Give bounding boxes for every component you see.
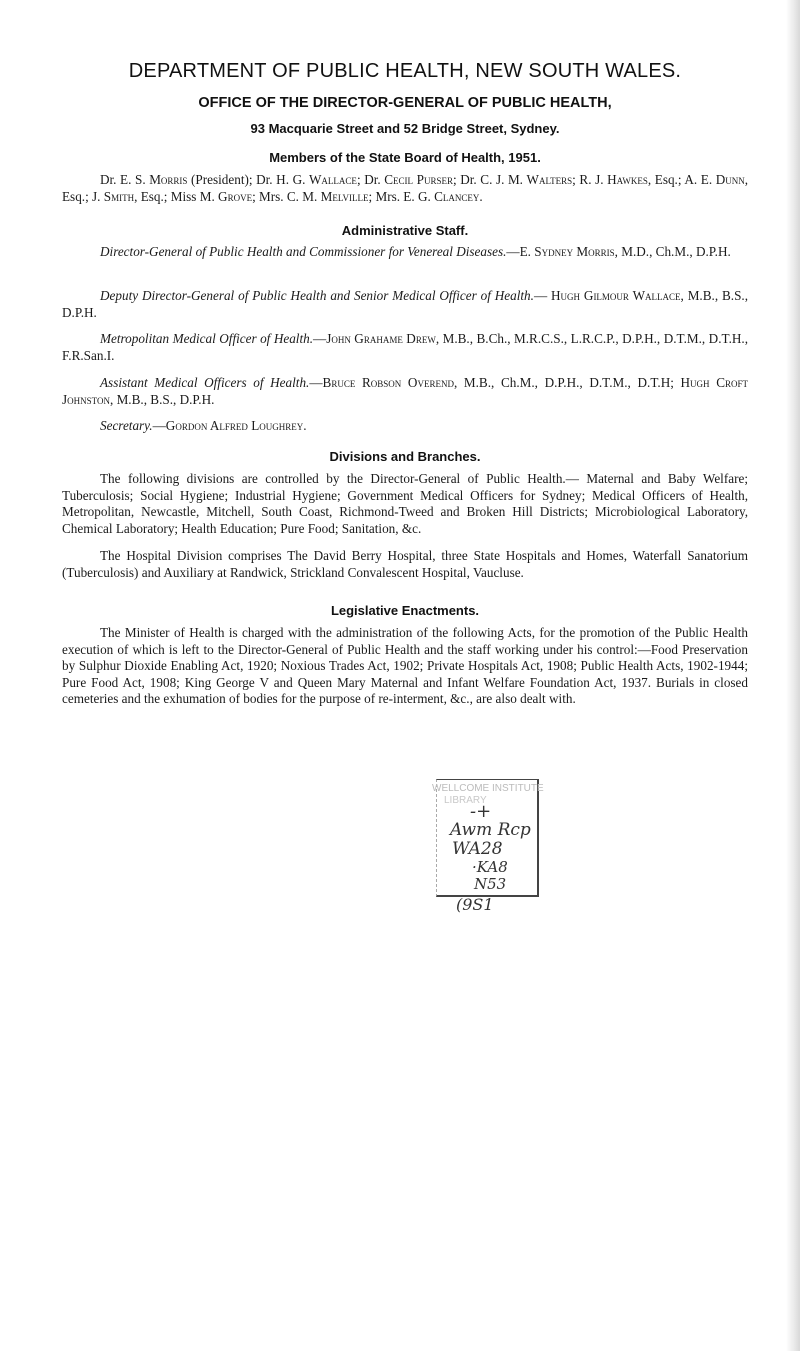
member-name: Wallace bbox=[308, 172, 357, 187]
person-name: Bruce Robson Overend bbox=[322, 375, 454, 390]
staff-entry-assistants bbox=[62, 375, 748, 408]
member-title: Dr. E. S. bbox=[100, 172, 150, 187]
staff-entry-metropolitan bbox=[62, 331, 748, 364]
member-suffix: , Esq.; bbox=[647, 172, 685, 187]
member-name: Grove bbox=[218, 188, 253, 204]
qualifications: , M.D., Ch.M., D.P.H. bbox=[614, 244, 731, 259]
qualifications: , M.B., Ch.M., D.P.H., D.T.M., D.T.H; bbox=[453, 375, 681, 390]
staff-heading: Administrative Staff. bbox=[341, 223, 469, 238]
stamp-library-text: LIBRARY bbox=[444, 795, 487, 806]
member-suffix: ; bbox=[356, 172, 365, 187]
member-title: Mrs. E. G. bbox=[375, 188, 435, 204]
handwritten-collection: Awm Rcp bbox=[450, 820, 531, 840]
person-name: Sydney Morris bbox=[534, 244, 615, 259]
office-address: 93 Macquarie Street and 52 Bridge Street, Sydney. bbox=[250, 121, 560, 136]
handwritten-class: WA28 bbox=[452, 839, 503, 859]
member-name: Clancey bbox=[434, 188, 480, 204]
handwritten-number: N53 bbox=[474, 875, 507, 893]
member-title: R. J. bbox=[579, 172, 608, 187]
department-title: DEPARTMENT OF PUBLIC HEALTH, NEW SOUTH WALES. bbox=[128, 60, 682, 82]
divisions-heading: Divisions and Branches. bbox=[329, 449, 481, 464]
person-name: John Grahame Drew bbox=[326, 331, 436, 346]
office-title: OFFICE OF THE DIRECTOR-GENERAL OF PUBLIC HEALTH, bbox=[198, 95, 612, 111]
dash: — bbox=[152, 418, 166, 433]
member-name: Hawkes bbox=[607, 172, 648, 187]
member-name: Melville bbox=[320, 188, 369, 204]
library-stamp bbox=[432, 775, 552, 935]
member-suffix: . bbox=[479, 188, 483, 204]
person-name-2: Hugh Croft Johnston bbox=[62, 375, 748, 407]
staff-entry-director-general bbox=[62, 244, 748, 261]
member-suffix: ; bbox=[572, 172, 580, 187]
staff-entry-deputy bbox=[62, 288, 748, 321]
legislative-heading: Legislative Enactments. bbox=[330, 603, 480, 618]
staff-entry-secretary bbox=[62, 418, 748, 435]
dash: —E. bbox=[506, 244, 535, 259]
person-name: Gordon Alfred Loughrey bbox=[165, 418, 304, 433]
dash: — bbox=[309, 375, 323, 390]
member-name: Dunn bbox=[715, 172, 745, 187]
dash: — bbox=[313, 331, 327, 346]
qualifications: , M.B., B.S., D.P.H. bbox=[62, 288, 749, 320]
member-suffix: , Esq.; bbox=[62, 172, 749, 204]
role: Metropolitan Medical Officer of Health. bbox=[100, 331, 314, 346]
dash: — bbox=[533, 288, 552, 303]
stamp-institute-text: WELLCOME INSTITUTE bbox=[432, 783, 544, 794]
handwritten-mark: -+ bbox=[470, 801, 492, 822]
member-suffix: , Esq.; bbox=[134, 188, 171, 204]
member-name: Morris bbox=[149, 172, 188, 187]
member-title: Dr. bbox=[364, 172, 385, 187]
member-name: Cecil Purser bbox=[384, 172, 453, 187]
divisions-paragraph-1: The following divisions are controlled by the Director-General of Public Health.— Maternal and Baby Welfare; Tuberculosis; Social Hygiene; Industrial Hygiene; Government Medical Officers for Sydney; Medical Officers of Health, Metropolitan, Newcastle, Mitchell, South Coast, Richmond-Tweed and Broken Hill Districts; Microbiological Laboratory, Chemical Laboratory; Health Education; Pure Food; Sanitation, &c. bbox=[62, 471, 748, 536]
member-suffix: ; bbox=[452, 172, 461, 187]
member-title: J. bbox=[92, 188, 104, 204]
role: Assistant Medical Officers of Health. bbox=[100, 375, 310, 390]
legislative-paragraph: The Minister of Health is charged with the administration of the following Acts, for the promotion of the Public Health execution of which is left to the Director-General of Public Health and the staff working under his control:—Food Preservation by Sulphur Dioxide Enabling Act, 1920; Noxious Trades Act, 1902; Private Hospitals Act, 1908; Public Health Acts, 1902-1944; Pure Food Act, 1908; King George V and Queen Mary Maternal and Infant Welfare Foundation Act, 1937. Burials in closed cemeteries and the exhumation of bodies for the purpose of re-interment, &c., are also dealt with. bbox=[62, 625, 748, 706]
member-title: Miss M. bbox=[170, 188, 219, 204]
handwritten-year: (9S1 bbox=[456, 895, 494, 914]
board-members-paragraph bbox=[62, 172, 748, 205]
board-heading: Members of the State Board of Health, 1951. bbox=[269, 150, 541, 165]
member-name: Walters bbox=[526, 172, 573, 187]
member-suffix: ; bbox=[252, 188, 260, 204]
qualifications-2: , M.B., B.S., D.P.H. bbox=[109, 391, 215, 407]
divisions-paragraph-2: The Hospital Division comprises The David Berry Hospital, three State Hospitals and Homes, Waterfall Sanatorium (Tuberculosis) and Auxiliary at Randwick, Strickland Convalescent Hospital, Vaucluse. bbox=[62, 548, 748, 580]
qualifications: , M.B., B.Ch., M.R.C.S., L.R.C.P., D.P.H., D.T.M., D.T.H., F.R.San.I. bbox=[62, 331, 748, 363]
role: Director-General of Public Health and Commissioner for Venereal Diseases. bbox=[100, 244, 507, 259]
member-title: Dr. H. G. bbox=[256, 172, 309, 187]
member-title: Mrs. C. M. bbox=[259, 188, 321, 204]
page-edge-shadow bbox=[786, 0, 800, 1351]
role: Deputy Director-General of Public Health and Senior Medical Officer of Health. bbox=[100, 288, 534, 303]
role: Secretary. bbox=[100, 418, 153, 433]
qualifications: . bbox=[303, 418, 307, 433]
member-suffix: (President); bbox=[187, 172, 257, 187]
member-name: Smith bbox=[103, 188, 135, 204]
member-suffix: ; bbox=[368, 188, 376, 204]
member-title: Dr. C. J. M. bbox=[460, 172, 527, 187]
handwritten-subclass: ·KA8 bbox=[472, 858, 508, 876]
person-name: Hugh Gilmour Wallace bbox=[551, 288, 681, 303]
member-title: A. E. bbox=[684, 172, 716, 187]
